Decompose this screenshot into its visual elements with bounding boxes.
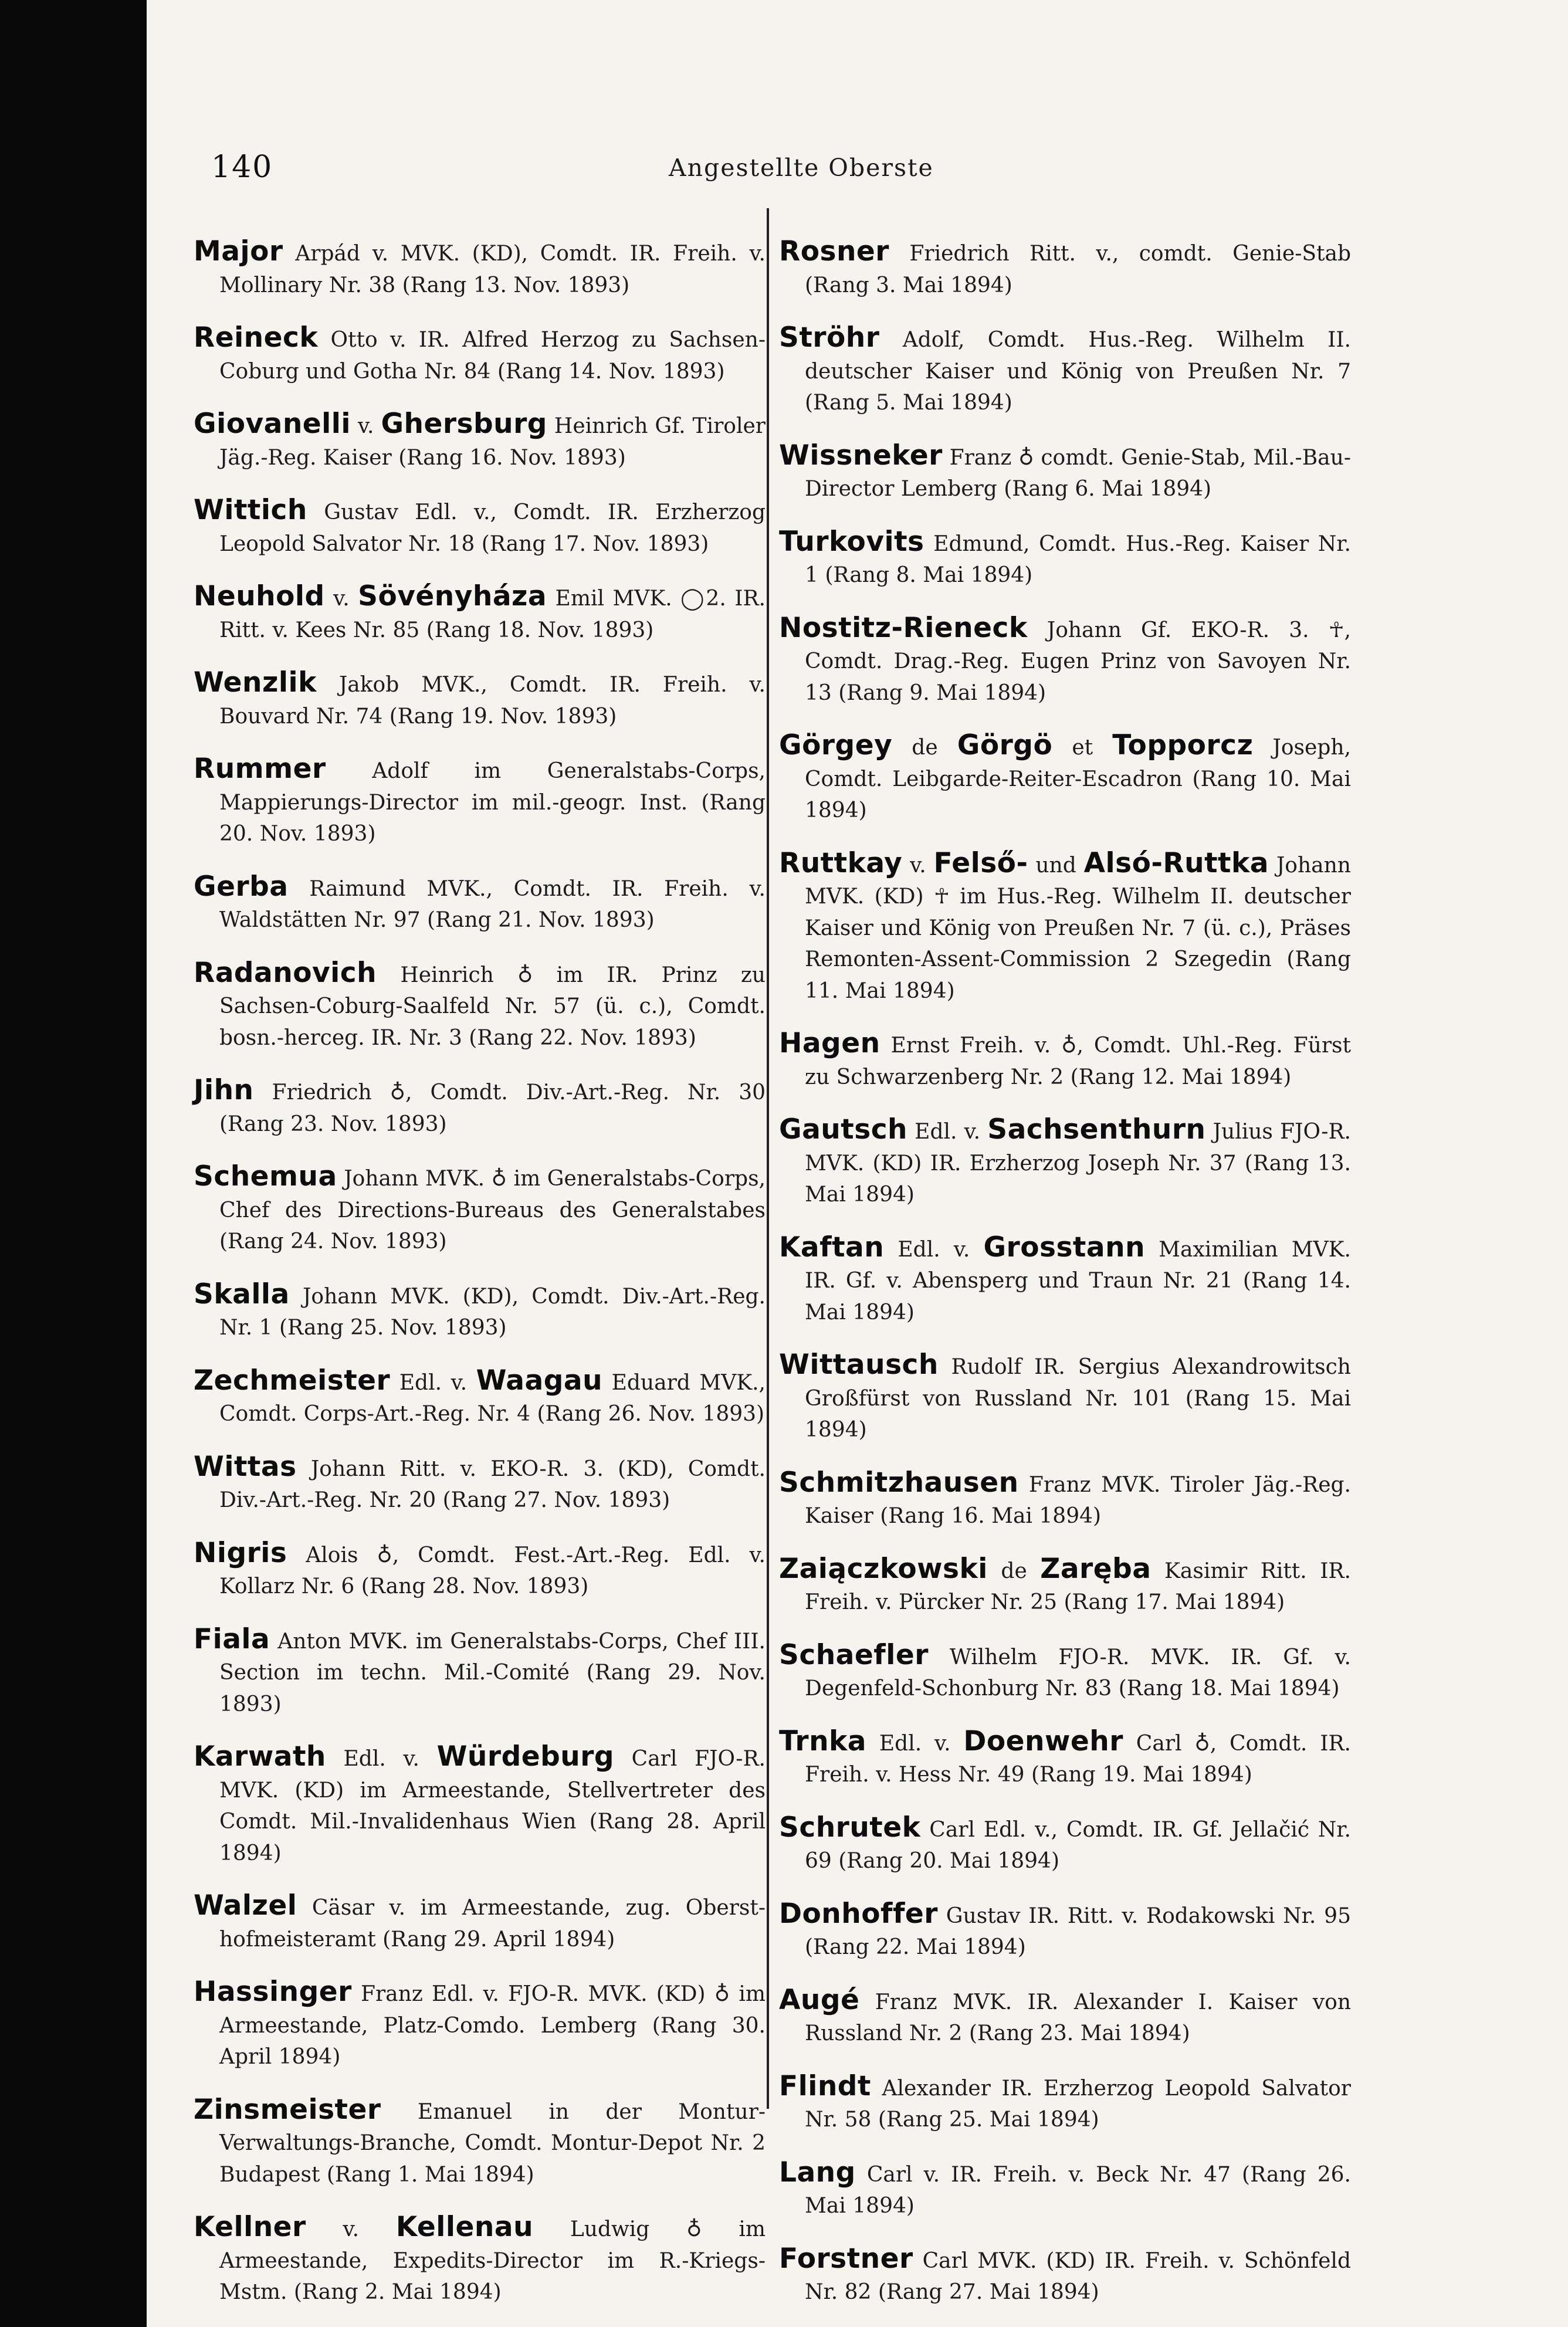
officer-name: Donhoffer [779,1897,938,1930]
entry-text: Cäsar v. im Armeestande, zug. Oberst-hofmeisteramt (Rang 29. April 1894) [219,1896,766,1952]
decoration-symbol-icon: ☥ [933,885,950,909]
officer-entry [779,322,1351,419]
officer-name: Wenzlik [194,666,317,699]
officer-entry [194,2094,766,2191]
officer-name: Neuhold [194,580,325,612]
officer-entry [779,2157,1351,2222]
officer-name: Major [194,235,283,267]
entry-text: Edl. v. [907,1120,988,1144]
entry-text: Wilhelm FJO-R. MVK. IR. Gf. v. Degenfeld-Schonburg Nr. 83 (Rang 18. Mai 1894) [805,1645,1351,1701]
officer-name: Topporcz [1112,729,1254,761]
entry-text: Anton MVK. im Generalstabs-Corps, Chef III. Section im techn. Mil.-Comité (Rang 29. Nov. 1893) [219,1629,766,1716]
officer-name: Kaftan [779,1231,885,1264]
entry-text: Alois [287,1543,377,1567]
decoration-symbol-icon: ♁ [491,1167,507,1191]
entry-text: de [892,736,957,760]
entry-text: Johann MVK. (KD), Comdt. Div.-Art.-Reg. Nr. 1 (Rang 25. Nov. 1893) [219,1284,766,1340]
officer-entry [779,1232,1351,1329]
officer-name: Hagen [779,1027,880,1059]
officer-name: Skalla [194,1278,290,1310]
entry-text: Friedrich [253,1080,390,1105]
officer-name: Trnka [779,1725,867,1757]
officer-name: Schrutek [779,1811,921,1844]
officer-name: Ruttkay [779,846,903,879]
entry-text: Carl MVK. (KD) IR. Freih. v. Schönfeld Nr. 82 (Rang 27. Mai 1894) [805,2248,1351,2304]
entry-text: 2. IR. Ritt. v. Kees Nr. 85 (Rang 18. Nov. 1893) [219,587,766,642]
entry-text: Carl FJO-R. MVK. (KD) im Armeestande, Stellvertreter des Comdt. Mil.-Invalidenhaus Wien (Rang 28. April 1894) [219,1747,766,1865]
officer-entry [779,1726,1351,1791]
entry-text: Raimund MVK., Comdt. IR. Freih. v. Waldstätten Nr. 97 (Rang 21. Nov. 1893) [219,876,766,932]
entry-text: comdt. Genie-Stab, Mil.-Bau-Director Lemberg (Rang 6. Mai 1894) [805,445,1351,501]
entry-text: Carl Edl. v., Comdt. IR. Gf. Jellačić Nr. 69 (Rang 20. Mai 1894) [805,1817,1351,1873]
officer-entry [194,667,766,732]
officer-entry [779,440,1351,505]
entry-text: Franz MVK. IR. Alexander I. Kaiser von Russland Nr. 2 (Rang 23. Mai 1894) [805,1990,1351,2045]
entry-text: Gustav IR. Ritt. v. Rodakowski Nr. 95 (Rang 22. Mai 1894) [805,1903,1351,1959]
entry-text: v. [351,414,381,438]
officer-name: Wittas [194,1450,297,1483]
officer-entry [779,848,1351,1007]
officer-name: Forstner [779,2242,913,2275]
entry-text: Friedrich Ritt. v., comdt. Genie-Stab (Rang 3. Mai 1894) [805,242,1351,297]
officer-name: Zinsmeister [194,2093,381,2126]
officer-name: Zechmeister [194,1364,391,1397]
decoration-symbol-icon: ♁ [377,1543,392,1567]
decoration-symbol-icon: ♁ [517,963,533,987]
officer-entry [194,1279,766,1344]
officer-entry [779,1812,1351,1877]
officer-name: Doenwehr [963,1725,1123,1757]
entry-text: v. [306,2217,396,2241]
entry-text: im Hus.-Reg. Wilhelm II. deutscher Kaiser und König von Preußen Nr. 7 (ü. c.), Präses Remonten-Assent-Commission 2 Szegedin (Rang 11. Mai 1894) [805,885,1351,1003]
entry-text: Otto v. IR. Alfred Herzog zu Sachsen-Coburg und Gotha Nr. 84 (Rang 14. Nov. 1893) [219,328,766,384]
officer-name: Lang [779,2156,856,2189]
entry-text: und [1028,853,1084,878]
officer-entry [194,2211,766,2308]
officer-name: Görgö [957,729,1053,761]
entry-text: Adolf im Generalstabs-Corps, Mappierungs-Director im mil.-geogr. Inst. (Rang 20. Nov. 1893) [219,759,766,846]
officer-name: Radanovich [194,956,377,989]
entry-text: im Armeestande, Platz-Comdo. Lemberg (Rang 30. April 1894) [219,1982,766,2069]
officer-name: Kellner [194,2211,306,2243]
entry-text: Arpád v. MVK. (KD), Comdt. IR. Freih. v. Mollinary Nr. 38 (Rang 13. Nov. 1893) [219,242,766,297]
officer-entry [779,1898,1351,1963]
entry-text: Eduard MVK., Comdt. Corps-Art.-Reg. Nr. 4 (Rang 26. Nov. 1893) [219,1370,766,1426]
officer-name: Rummer [194,753,326,785]
officer-name: Walzel [194,1889,297,1922]
entry-text: Edl. v. [326,1747,437,1771]
entry-text: Johann Ritt. v. EKO-R. 3. (KD), Comdt. Div.-Art.-Reg. Nr. 20 (Rang 27. Nov. 1893) [219,1457,766,1512]
entry-text: , Comdt. IR. Freih. v. Hess Nr. 49 (Rang 19. Mai 1894) [805,1731,1351,1787]
entry-text: Gustav Edl. v., Comdt. IR. Erzherzog Leopold Salvator Nr. 18 (Rang 17. Nov. 1893) [219,500,766,556]
entry-text: Ludwig [533,2217,687,2241]
officer-entry [779,1640,1351,1705]
officer-entry [779,1028,1351,1093]
officer-name: Nostitz-Rieneck [779,611,1028,644]
officer-name: Zaiączkowski [779,1552,988,1585]
entry-text: Ernst Freih. v. [880,1034,1062,1058]
page-number: 140 [211,150,273,185]
officer-name: Alsó-Ruttka [1083,846,1269,879]
officer-name: Ströhr [779,321,880,354]
officer-name: Ghersburg [381,408,547,440]
officer-name: Görgey [779,729,893,761]
entry-text: Joseph, Comdt. Leibgarde-Reiter-Escadron (Rang 10. Mai 1894) [805,736,1351,822]
entry-text: Carl [1123,1731,1195,1756]
entry-text: v. [902,853,934,878]
decoration-symbol-icon: ◯ [680,587,706,611]
officer-name: Kellenau [395,2211,534,2243]
entry-text: Kasimir Ritt. IR. Freih. v. Pürcker Nr. 25 (Rang 17. Mai 1894) [805,1559,1351,1614]
officer-entry [194,1624,766,1720]
entry-text: Edl. v. [866,1731,964,1756]
officer-entry [194,753,766,850]
officer-entry [194,871,766,936]
officer-entry [194,322,766,387]
officer-entry [194,236,766,301]
officer-entry [779,236,1351,301]
officer-name: Schaefler [779,1638,929,1671]
entry-text: Rudolf IR. Sergius Alexandrowitsch Großfürst von Russland Nr. 101 (Rang 15. Mai 1894) [805,1355,1351,1442]
entry-text: Johann MVK. (KD) [805,853,1351,909]
officer-name: Turkovits [779,525,924,558]
officer-name: Waagau [476,1364,603,1397]
officer-name: Giovanelli [194,408,351,440]
officer-entry [779,1467,1351,1532]
officer-name: Wittich [194,494,307,526]
officer-name: Felső- [933,846,1028,879]
officer-name: Sövényháza [358,580,547,612]
entry-text: v. [324,587,358,611]
entry-text: , Comdt. Drag.-Reg. Eugen Prinz von Savoyen Nr. 13 (Rang 9. Mai 1894) [805,618,1351,705]
decoration-symbol-icon: ♁ [714,1982,730,2006]
officer-entry [779,612,1351,709]
officer-entry [779,2243,1351,2308]
officer-name: Wissneker [779,439,943,472]
entry-text: Franz [942,445,1019,470]
officer-name: Karwath [194,1740,326,1773]
entry-text: im Generalstabs-Corps, Chef des Directions-Bureaus des Generalstabes (Rang 24. Nov. 1893) [219,1167,766,1254]
officer-name: Sachsenthurn [987,1113,1206,1146]
officer-name: Schmitzhausen [779,1466,1019,1499]
entry-text: Heinrich Gf. Tiroler Jäg.-Reg. Kaiser (Rang 16. Nov. 1893) [219,414,766,470]
officer-name: Flindt [779,2069,871,2102]
officer-entry [194,1365,766,1430]
column-divider [767,208,769,2109]
officer-name: Nigris [194,1536,287,1569]
officer-name: Augé [779,1983,860,2016]
entry-text: Edl. v. [390,1370,476,1395]
officer-entry [779,730,1351,827]
officer-entry [194,1537,766,1603]
officer-entry [194,1075,766,1140]
entry-text: Franz Edl. v. FJO-R. MVK. (KD) [351,1982,714,2006]
decoration-symbol-icon: ♁ [1061,1034,1077,1058]
officer-name: Wittausch [779,1349,939,1381]
officer-name: Grosstann [983,1231,1146,1264]
officer-name: Rosner [779,235,889,267]
officer-name: Reineck [194,321,319,354]
officer-entry [194,408,766,473]
entry-text: Julius FJO-R. MVK. (KD) IR. Erzherzog Joseph Nr. 37 (Rang 13. Mai 1894) [805,1120,1351,1207]
entry-text: , Comdt. Uhl.-Reg. Fürst zu Schwarzenberg Nr. 2 (Rang 12. Mai 1894) [805,1034,1351,1089]
officer-entry [194,1451,766,1516]
entry-text: im IR. Prinz zu Sachsen-Coburg-Saalfeld Nr. 57 (ü. c.), Comdt. bosn.-herceg. IR. Nr. 3 (Rang 22. Nov. 1893) [219,963,766,1050]
officer-name: Hassinger [194,1976,352,2008]
officer-name: Fiala [194,1623,270,1655]
officer-entry [194,494,766,560]
officer-name: Schemua [194,1160,337,1193]
officer-entry [779,1553,1351,1618]
entry-text: Emil MVK. [547,587,681,611]
entry-text: Adolf, Comdt. Hus.-Reg. Wilhelm II. deutscher Kaiser und König von Preußen Nr. 7 (Rang 5. Mai 1894) [805,328,1351,415]
entry-text: Johann Gf. EKO-R. 3. [1027,618,1329,642]
officer-name: Zaręba [1040,1552,1152,1585]
running-head: Angestellte Oberste [669,154,934,182]
officer-entry [194,1161,766,1258]
entry-text: et [1052,736,1113,760]
entry-text: Maximilian MVK. IR. Gf. v. Abensperg und Traun Nr. 21 (Rang 14. Mai 1894) [805,1237,1351,1325]
entry-text: de [987,1559,1041,1583]
officer-entry [779,526,1351,591]
officer-name: Jihn [194,1074,254,1106]
officer-entry [194,1976,766,2073]
right-column [779,215,1351,2319]
entry-text: , Comdt. Fest.-Art.-Reg. Edl. v. Kollarz Nr. 6 (Rang 28. Nov. 1893) [219,1543,766,1598]
officer-entry [194,1741,766,1869]
entry-text: Edmund, Comdt. Hus.-Reg. Kaiser Nr. 1 (Rang 8. Mai 1894) [805,531,1351,587]
officer-entry [779,1114,1351,1211]
decoration-symbol-icon: ☥ [1328,618,1345,642]
officer-entry [779,1349,1351,1446]
entry-text: Franz MVK. Tiroler Jäg.-Reg. Kaiser (Rang 16. Mai 1894) [805,1472,1351,1528]
officer-entry [779,2071,1351,2136]
decoration-symbol-icon: ♁ [1194,1731,1210,1756]
entry-text: Jakob MVK., Comdt. IR. Freih. v. Bouvard Nr. 74 (Rang 19. Nov. 1893) [219,673,766,729]
officer-name: Würdeburg [436,1740,615,1773]
officer-entry [194,1890,766,1955]
entry-text: im Armeestande, Expedits-Director im R.-Kriegs-Mstm. (Rang 2. Mai 1894) [219,2217,766,2304]
decoration-symbol-icon: ♁ [686,2217,702,2241]
entry-text: , Comdt. Div.-Art.-Reg. Nr. 30 (Rang 23. Nov. 1893) [219,1080,766,1136]
entry-text: Edl. v. [884,1237,984,1262]
officer-entry [194,957,766,1054]
decoration-symbol-icon: ♁ [1018,445,1034,470]
entry-text: Alexander IR. Erzherzog Leopold Salvator Nr. 58 (Rang 25. Mai 1894) [805,2076,1351,2132]
entry-text: Carl v. IR. Freih. v. Beck Nr. 47 (Rang 26. Mai 1894) [805,2162,1351,2218]
entry-text: Heinrich [377,963,518,987]
entry-text: Johann MVK. [337,1167,492,1191]
decoration-symbol-icon: ♁ [390,1080,406,1105]
officer-name: Gerba [194,870,289,903]
officer-name: Gautsch [779,1113,908,1146]
officer-entry [779,1984,1351,2050]
officer-entry [194,581,766,646]
entry-text: Emanuel in der Montur-Verwaltungs-Branche, Comdt. Montur-Depot Nr. 2 Budapest (Rang 1. Mai 1894) [219,2099,766,2187]
left-column [194,215,766,2319]
